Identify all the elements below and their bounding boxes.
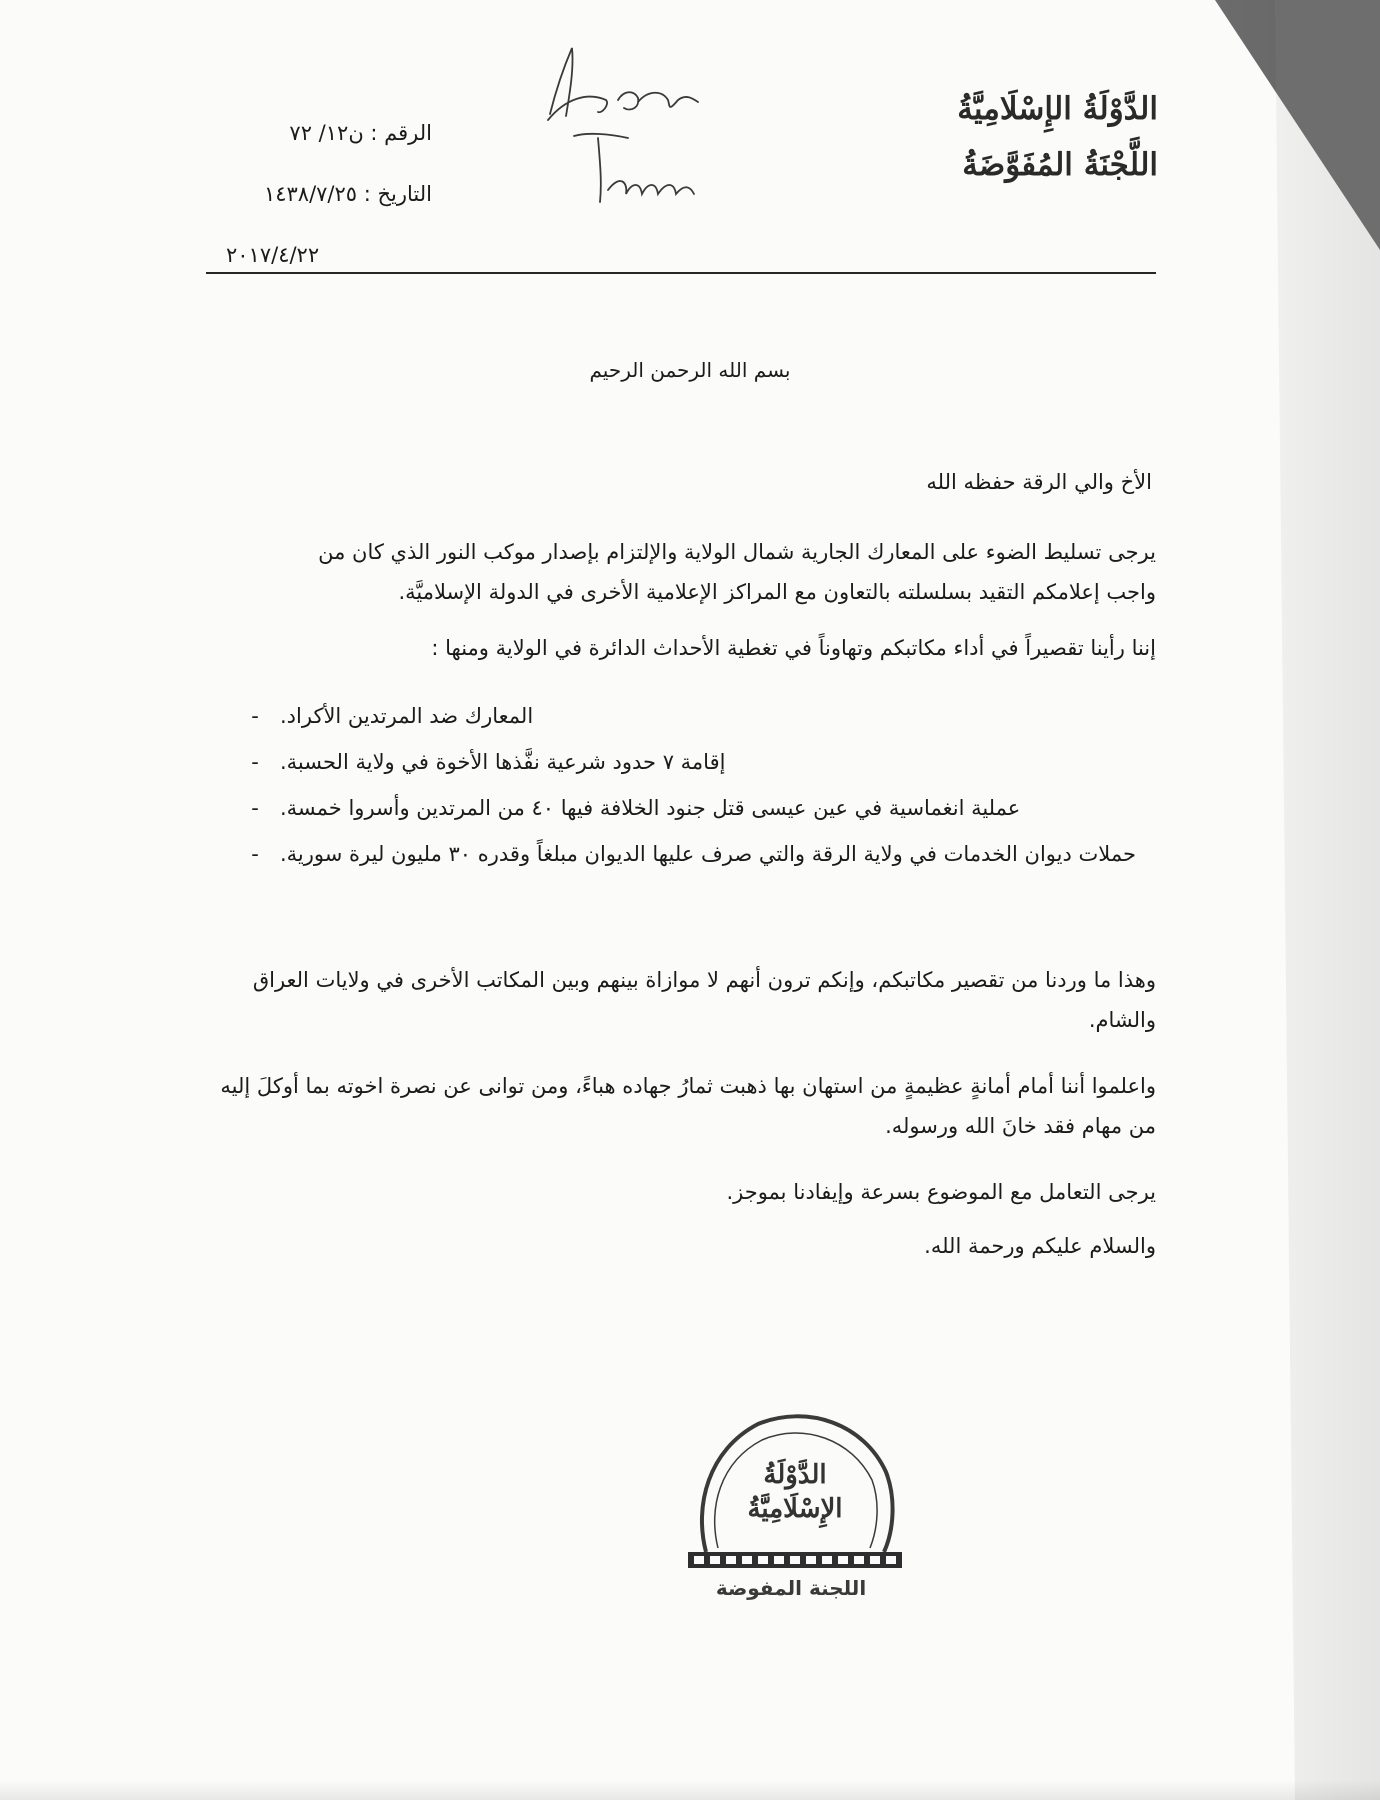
list-item-text: عملية انغماسية في عين عيسى قتل جنود الخلافة فيها ٤٠ من المرتدين وأسروا خمسة. <box>280 796 1021 820</box>
bullet-marker: - <box>251 796 259 820</box>
reference-block <box>226 103 432 286</box>
list-item-text: إقامة ٧ حدود شرعية نفَّذها الأخوة في ولاية الحسبة. <box>280 750 726 774</box>
list-item <box>230 785 1130 831</box>
paragraph-request: يرجى تسليط الضوء على المعارك الجارية شمال الولاية والإلتزام بإصدار موكب النور الذي كان من واجب إعلامكم التقيد بسلسلته بالتعاون مع المراكز الإعلامية الأخرى في الدولة الإسلاميَّة. <box>318 540 1156 604</box>
basmala: بسم الله الرحمن الرحيم <box>589 358 791 382</box>
closing-greeting: والسلام عليكم ورحمة الله. <box>924 1234 1156 1258</box>
reference-number: الرقم : ن١٢/ ٧٢ <box>289 121 432 145</box>
header-divider <box>206 272 1156 274</box>
paragraph-warning: واعلموا أننا أمام أمانةٍ عظيمةٍ من استهان بها ذهبت ثمارُ جهاده هباءً، ومن توانى عن نصرة اخوته بما أوكلَ إليه من مهام فقد خانَ الله ورسوله. <box>220 1074 1156 1138</box>
salutation: الأخ والي الرقة حفظه الله <box>926 470 1152 494</box>
date-hijri: التاريخ : ١٤٣٨/٧/٢٥ <box>263 182 432 206</box>
list-item-text: المعارك ضد المرتدين الأكراد. <box>280 704 534 728</box>
bullet-marker: - <box>251 750 259 774</box>
list-item <box>230 831 1136 877</box>
letterhead-line-committee: اللَّجْنَةُ المُفَوَّضَةُ <box>962 147 1158 183</box>
list-item <box>230 693 1130 739</box>
shortcomings-list <box>230 693 1136 877</box>
organization-letterhead <box>934 91 1158 201</box>
paragraph-instruction: يرجى التعامل مع الموضوع بسرعة وإيفادنا بموجز. <box>726 1180 1156 1204</box>
bullet-marker: - <box>251 704 259 728</box>
list-item-text: حملات ديوان الخدمات في ولاية الرقة والتي صرف عليها الديوان مبلغاً وقدره ٣٠ مليون ليرة سورية. <box>280 842 1136 866</box>
paragraph-shortcomings: إننا رأينا تقصيراً في أداء مكاتبكم وتهاوناً في تغطية الأحداث الدائرة في الولاية ومنها : <box>431 636 1156 660</box>
paragraph-comparison: وهذا ما وردنا من تقصير مكاتبكم، وإنكم ترون أنهم لا موازاة بينهم وبين المكاتب الأخرى في ولايات العراق والشام. <box>252 968 1156 1032</box>
handwritten-signature <box>528 42 714 212</box>
scan-shadow <box>0 1780 1380 1800</box>
letterhead-line-state: الدَّوْلَةُ الإِسْلَامِيَّةُ <box>957 91 1158 127</box>
seal-caption: اللجنة المفوضة <box>715 1576 867 1600</box>
bullet-marker: - <box>251 842 259 866</box>
seal-emblem-text: الدَّوْلَةُ الإِسْلَامِيَّةُ <box>747 1460 843 1524</box>
list-item <box>230 739 1130 785</box>
date-gregorian: ٢٠١٧/٤/٢٢ <box>226 243 320 267</box>
